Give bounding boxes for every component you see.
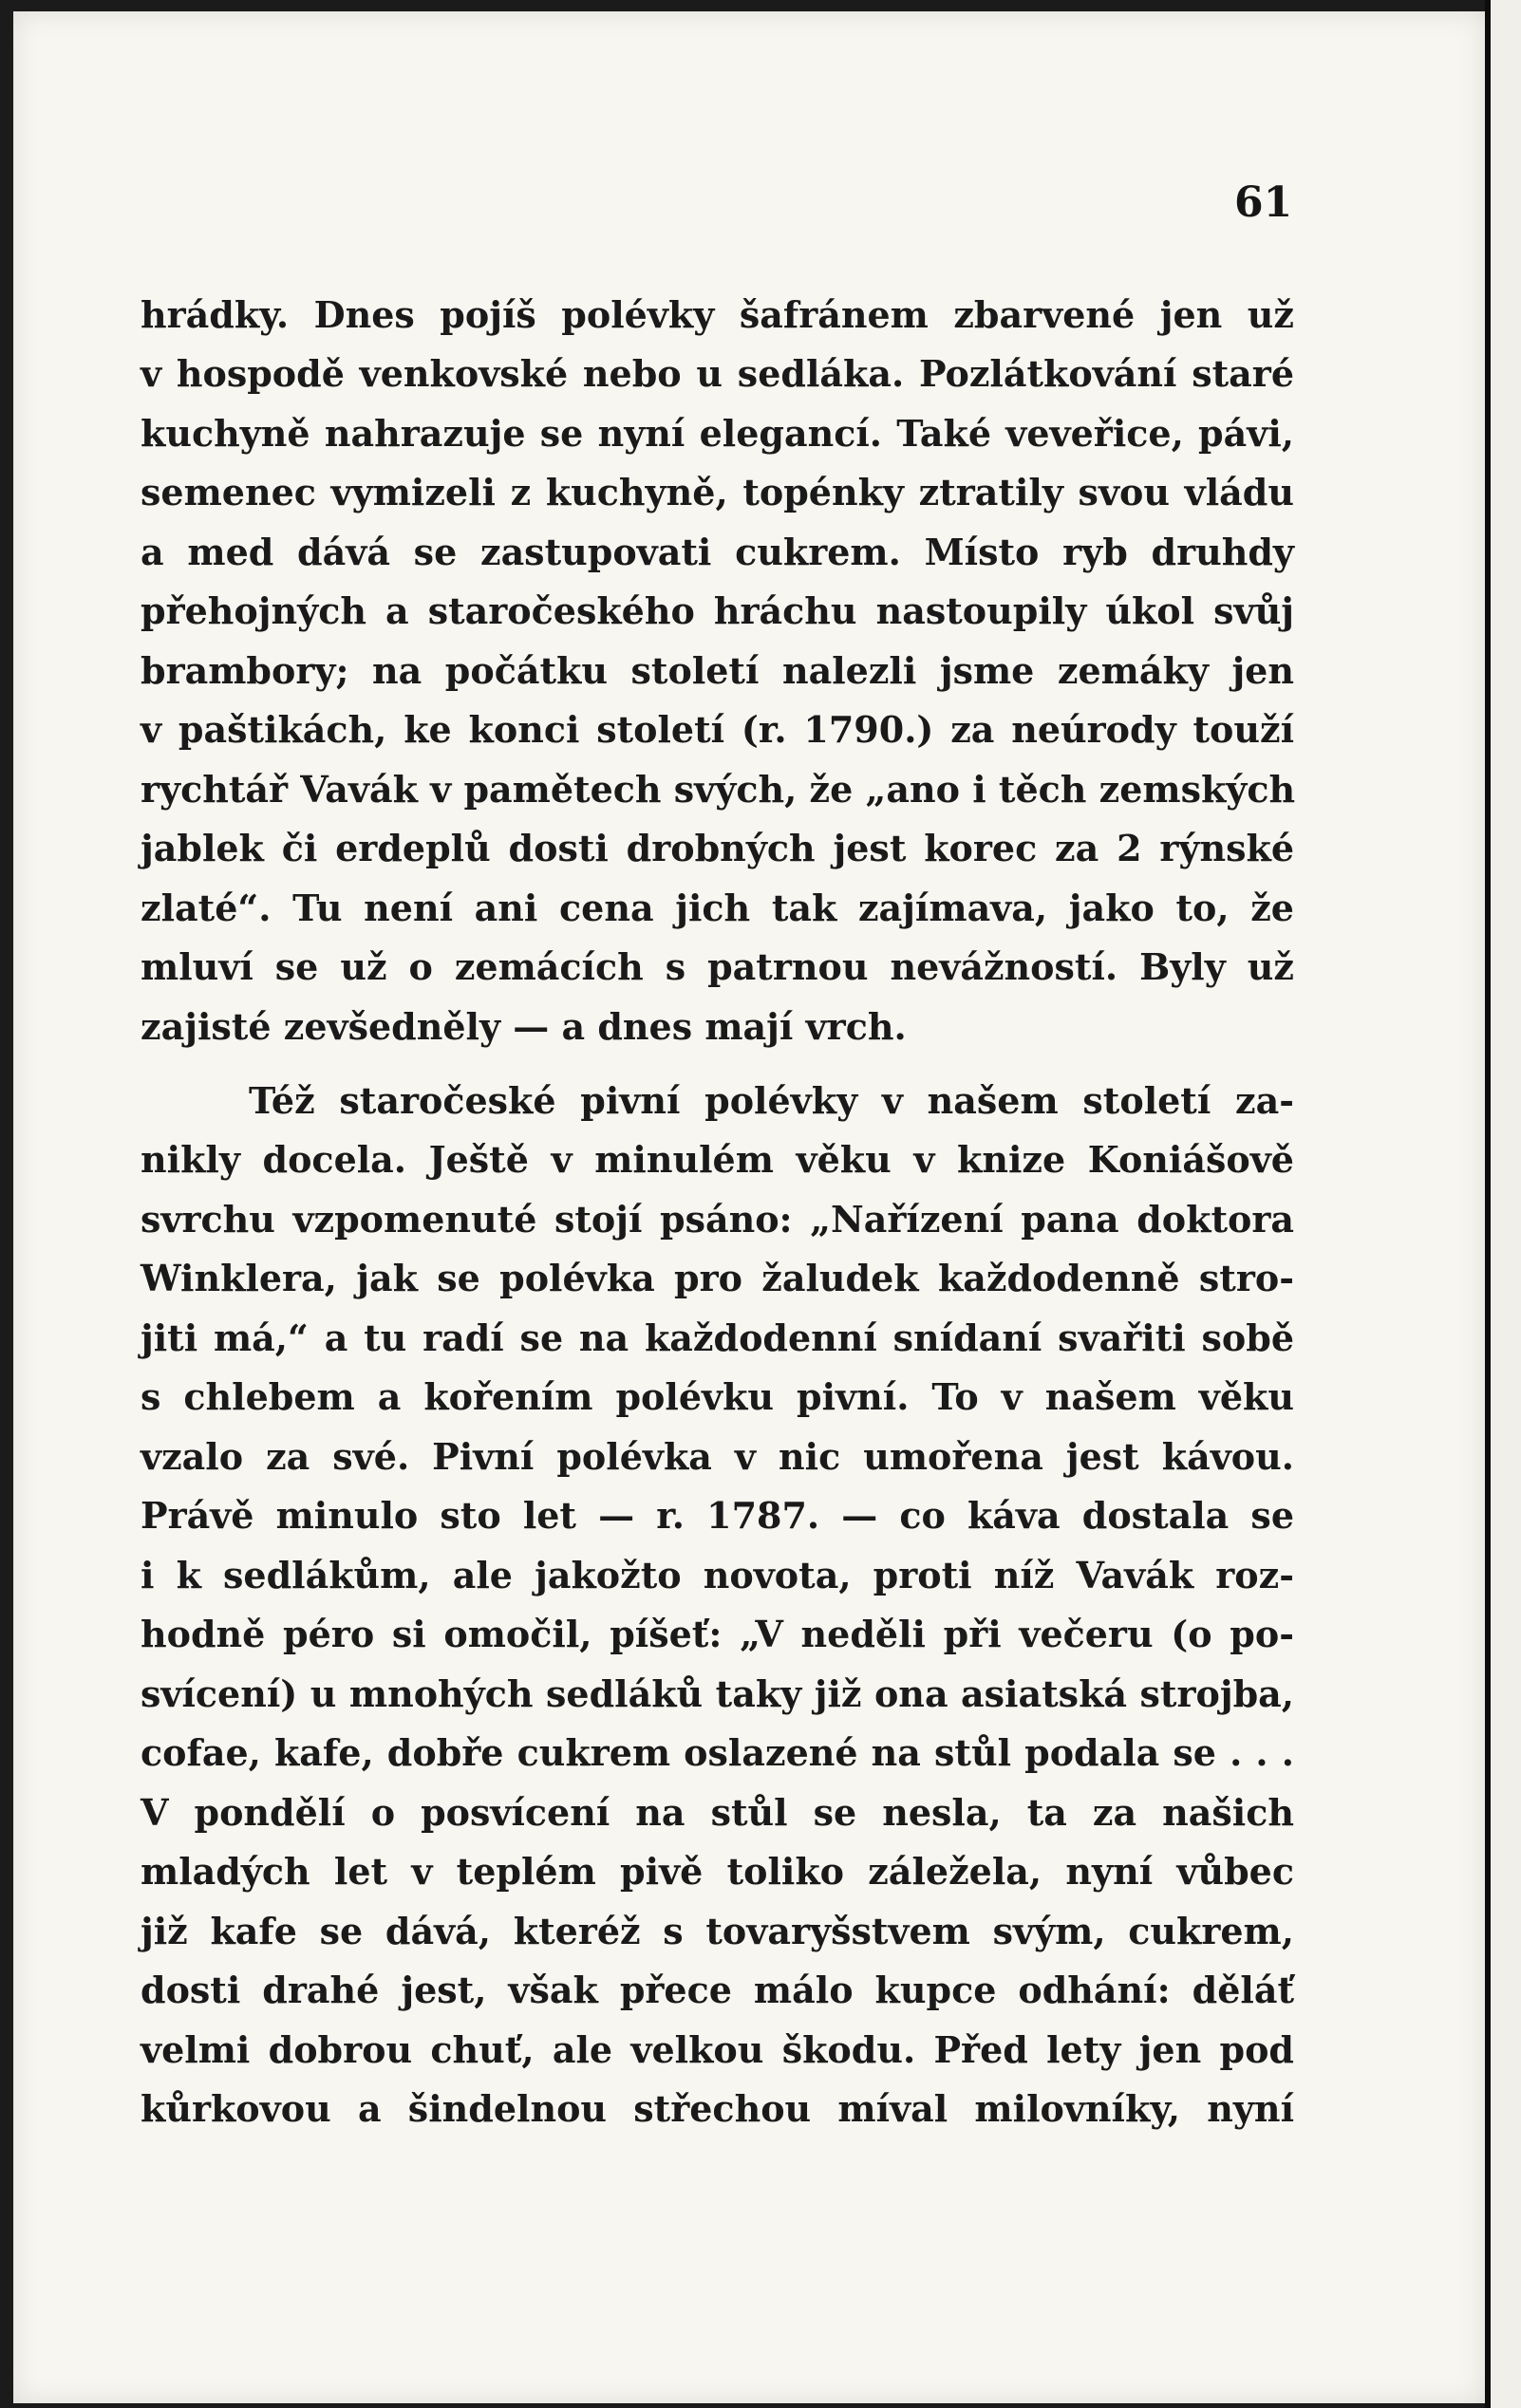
text-line: vzalo za své. Pivní polévka v nic umořena jest kávou. [141, 1435, 1294, 1478]
text-line: mladých let v teplém pivě toliko záležela, nyní vůbec [141, 1850, 1294, 1893]
text-line: přehojných a staročeského hráchu nastoupily úkol svůj [141, 589, 1294, 632]
text-line: zlaté“. Tu není ani cena jich tak zajímava, jako to, že [141, 887, 1294, 929]
text-line: již kafe se dává, kteréž s tovaryšstvem svým, cukrem, [141, 1910, 1294, 1952]
text-line: svícení) u mnohých sedláků taky již ona asiatská strojba, [141, 1672, 1294, 1715]
text-line: Právě minulo sto let — r. 1787. — co káva dostala se [141, 1494, 1294, 1537]
text-line: v hospodě venkovské nebo u sedláka. Pozlátkování staré [141, 352, 1294, 395]
text-line: s chlebem a kořením polévku pivní. To v našem věku [141, 1375, 1294, 1418]
text-line: hodně péro si omočil, píšeť: „V neděli při večeru (o po- [141, 1613, 1294, 1655]
text-line: i k sedlákům, ale jakožto novota, proti níž Vavák roz- [141, 1554, 1294, 1596]
scan-edge-strip [1485, 0, 1491, 2408]
text-line: semenec vymizeli z kuchyně, topénky ztratily svou vládu [141, 471, 1294, 513]
text-line: Winklera, jak se polévka pro žaludek každodenně stro- [141, 1257, 1294, 1299]
text-line: hrádky. Dnes pojíš polévky šafránem zbarvené jen už [141, 293, 1294, 336]
text-line: kuchyně nahrazuje se nyní elegancí. Také veveřice, pávi, [141, 412, 1294, 455]
text-line: jablek či erdeplů dosti drobných jest korec za 2 rýnské [141, 827, 1294, 869]
text-line: mluví se už o zemácích s patrnou nevážností. Byly už [141, 945, 1294, 988]
text-line: zajisté zevšedněly — a dnes mají vrch. [141, 1005, 907, 1048]
text-line: kůrkovou a šindelnou střechou míval milovníky, nyní [141, 2087, 1294, 2130]
text-line: cofae, kafe, dobře cukrem oslazené na stůl podala se . . . [141, 1731, 1294, 1774]
text-line: rychtář Vavák v pamětech svých, že „ano i těch zemských [141, 768, 1296, 811]
text-line: V pondělí o posvícení na stůl se nesla, ta za našich [141, 1791, 1294, 1834]
text-line: dosti drahé jest, však přece málo kupce odhání: děláť [141, 1969, 1294, 2011]
text-line: brambory; na počátku století nalezli jsme zemáky jen [141, 649, 1294, 692]
text-line: v paštikách, ke konci století (r. 1790.) za neúrody touží [141, 708, 1294, 751]
text-line: nikly docela. Ještě v minulém věku v knize Koniášově [141, 1138, 1294, 1181]
text-line: Též staročeské pivní polévky v našem století za- [249, 1079, 1294, 1122]
text-line: jiti má,“ a tu radí se na každodenní snídaní svařiti sobě [141, 1316, 1294, 1359]
page-number: 61 [1234, 178, 1293, 227]
text-line: svrchu vzpomenuté stojí psáno: „Nařízení pana doktora [141, 1198, 1294, 1241]
scan-edge [1485, 0, 1521, 2408]
text-line: a med dává se zastupovati cukrem. Místo ryb druhdy [141, 531, 1294, 573]
text-line: velmi dobrou chuť, ale velkou škodu. Před lety jen pod [141, 2028, 1294, 2071]
